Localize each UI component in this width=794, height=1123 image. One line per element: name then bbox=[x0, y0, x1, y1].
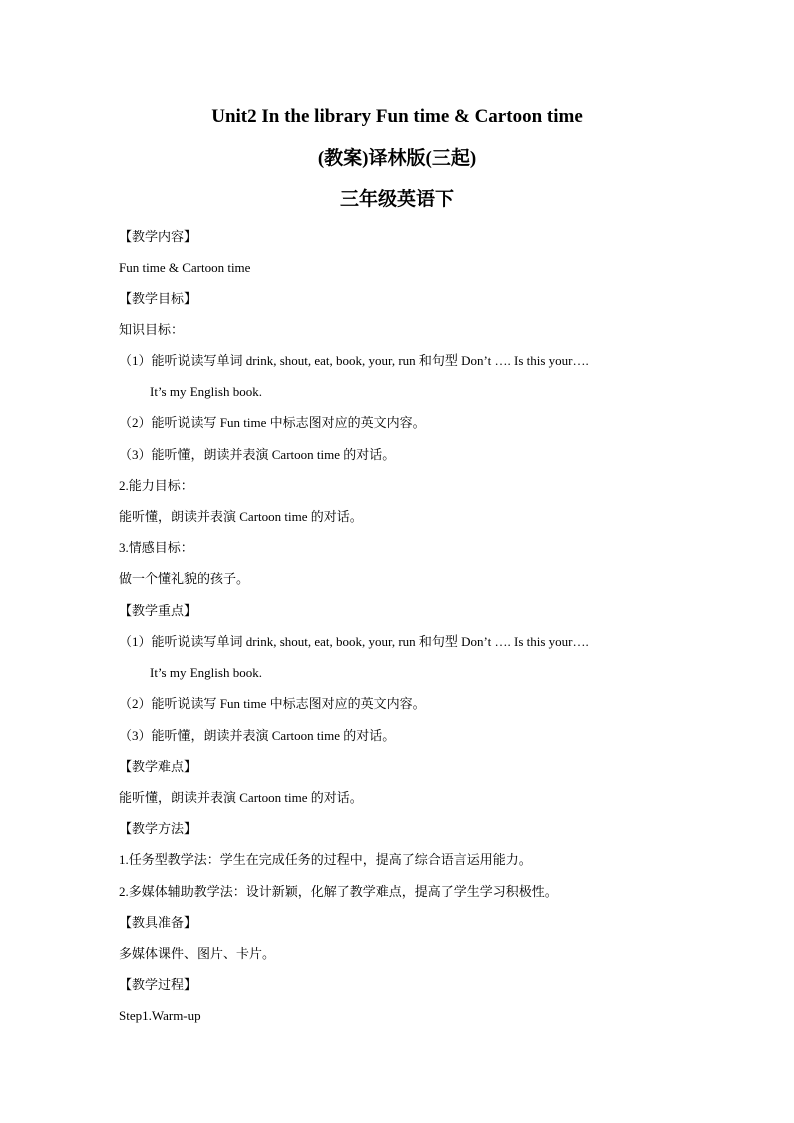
section-heading-key-points: 【教学重点】 bbox=[119, 603, 198, 618]
paragraph-line: （1）能听说读写单词 drink, shout, eat, book, your, run 和句型 Don’t …. Is this your…. bbox=[119, 634, 589, 649]
paragraph-line: 1.任务型教学法：学生在完成任务的过程中，提高了综合语言运用能力。 bbox=[119, 852, 532, 867]
subheading-knowledge-goals: 知识目标： bbox=[119, 322, 185, 337]
paragraph-line: （2）能听说读写 Fun time 中标志图对应的英文内容。 bbox=[119, 696, 426, 711]
section-heading-teaching-content: 【教学内容】 bbox=[119, 229, 198, 244]
paragraph-line: （1）能听说读写单词 drink, shout, eat, book, your, run 和句型 Don’t …. Is this your…. bbox=[119, 353, 589, 368]
section-heading-difficulties: 【教学难点】 bbox=[119, 759, 198, 774]
paragraph-line: Fun time & Cartoon time bbox=[119, 260, 251, 275]
subheading-emotional-goals: 3.情感目标： bbox=[119, 540, 194, 555]
section-heading-teaching-goals: 【教学目标】 bbox=[119, 291, 198, 306]
paragraph-line-indented: It’s my English book. bbox=[150, 665, 262, 680]
paragraph-line: 多媒体课件、图片、卡片。 bbox=[119, 946, 276, 961]
document-grade-heading: 三年级英语下 bbox=[339, 189, 454, 210]
paragraph-line: 能听懂，朗读并表演 Cartoon time 的对话。 bbox=[119, 790, 363, 805]
section-heading-teaching-process: 【教学过程】 bbox=[119, 977, 198, 992]
subheading-ability-goals: 2.能力目标： bbox=[119, 478, 194, 493]
paragraph-line-indented: It’s my English book. bbox=[150, 384, 262, 399]
paragraph-line: （2）能听说读写 Fun time 中标志图对应的英文内容。 bbox=[119, 415, 426, 430]
paragraph-line: Step1.Warm-up bbox=[119, 1008, 201, 1023]
section-heading-teaching-methods: 【教学方法】 bbox=[119, 821, 198, 836]
paragraph-line: （3）能听懂，朗读并表演 Cartoon time 的对话。 bbox=[119, 447, 396, 462]
paragraph-line: （3）能听懂，朗读并表演 Cartoon time 的对话。 bbox=[119, 728, 396, 743]
paragraph-line: 做一个懂礼貌的孩子。 bbox=[119, 571, 250, 586]
section-heading-teaching-aids: 【教具准备】 bbox=[119, 915, 198, 930]
paragraph-line: 能听懂，朗读并表演 Cartoon time 的对话。 bbox=[119, 509, 363, 524]
paragraph-line: 2.多媒体辅助教学法：设计新颖，化解了教学难点，提高了学生学习积极性。 bbox=[119, 884, 558, 899]
document-title: Unit2 In the library Fun time & Cartoon time bbox=[211, 106, 583, 127]
document-subtitle: (教案)译林版(三起) bbox=[317, 148, 477, 169]
